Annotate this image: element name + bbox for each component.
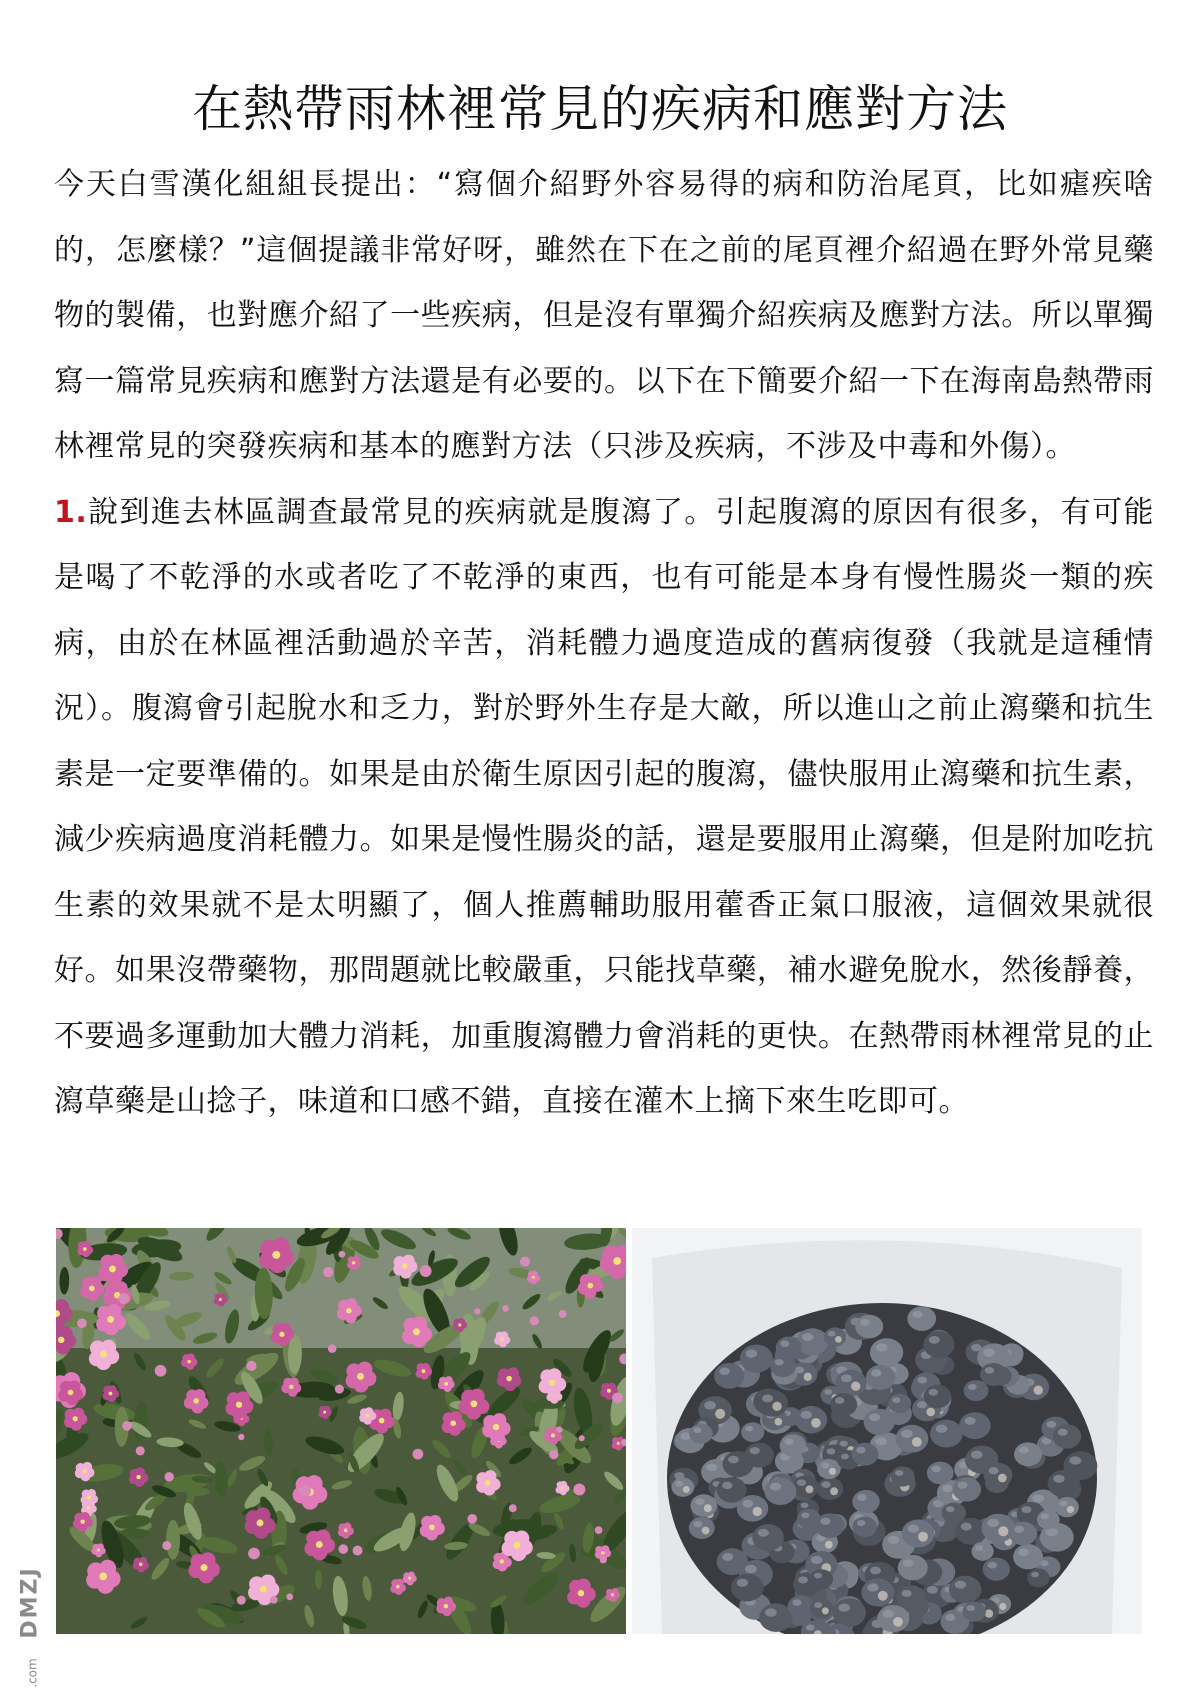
site-watermark: DMZJ .com (17, 1566, 43, 1688)
article-body (54, 152, 1154, 1135)
section-1-text: 說到進去林區調查最常見的疾病就是腹瀉了。引起腹瀉的原因有很多，有可能是喝了不乾淨的水或者吃了不乾淨的東西，也有可能是本身有慢性腸炎一類的疾病，由於在林區裡活動過於辛苦，消耗體力過度造成的舊病復發（我就是這種情況）。腹瀉會引起脫水和乏力，對於野外生存是大敵，所以進山之前止瀉藥和抗生素是一定要準備的。如果是由於衛生原因引起的腹瀉，儘快服用止瀉藥和抗生素，減少疾病過度消耗體力。如果是慢性腸炎的話，還是要服用止瀉藥，但是附加吃抗生素的效果就不是太明顯了，個人推薦輔助服用藿香正氣口服液，這個效果就很好。如果沒帶藥物，那問題就比較嚴重，只能找草藥，補水避免脫水，然後靜養，不要過多運動加大體力消耗，加重腹瀉體力會消耗的更快。在熱帶雨林裡常見的止瀉草藥是山捻子，味道和口感不錯，直接在灌木上摘下來生吃即可。 (54, 494, 1154, 1119)
intro-paragraph: 今天白雪漢化組組長提出：“寫個介紹野外容易得的病和防治尾頁，比如瘧疾啥的，怎麼樣？”這個提議非常好呀，雖然在下在之前的尾頁裡介紹過在野外常見藥物的製備，也對應介紹了一些疾病，但是沒有單獨介紹疾病及應對方法。所以單獨寫一篇常見疾病和應對方法還是有必要的。以下在下簡要介紹一下在海南島熱帶雨林裡常見的突發疾病和基本的應對方法（只涉及疾病，不涉及中毒和外傷）。 (54, 167, 1154, 464)
section-number: 1. (54, 494, 88, 530)
page-title: 在熱帶雨林裡常見的疾病和應對方法 (192, 80, 1008, 138)
flowering-shrub-photo (56, 1228, 626, 1634)
dried-berries-photo (632, 1228, 1142, 1634)
section-1-paragraph (54, 480, 1154, 1135)
